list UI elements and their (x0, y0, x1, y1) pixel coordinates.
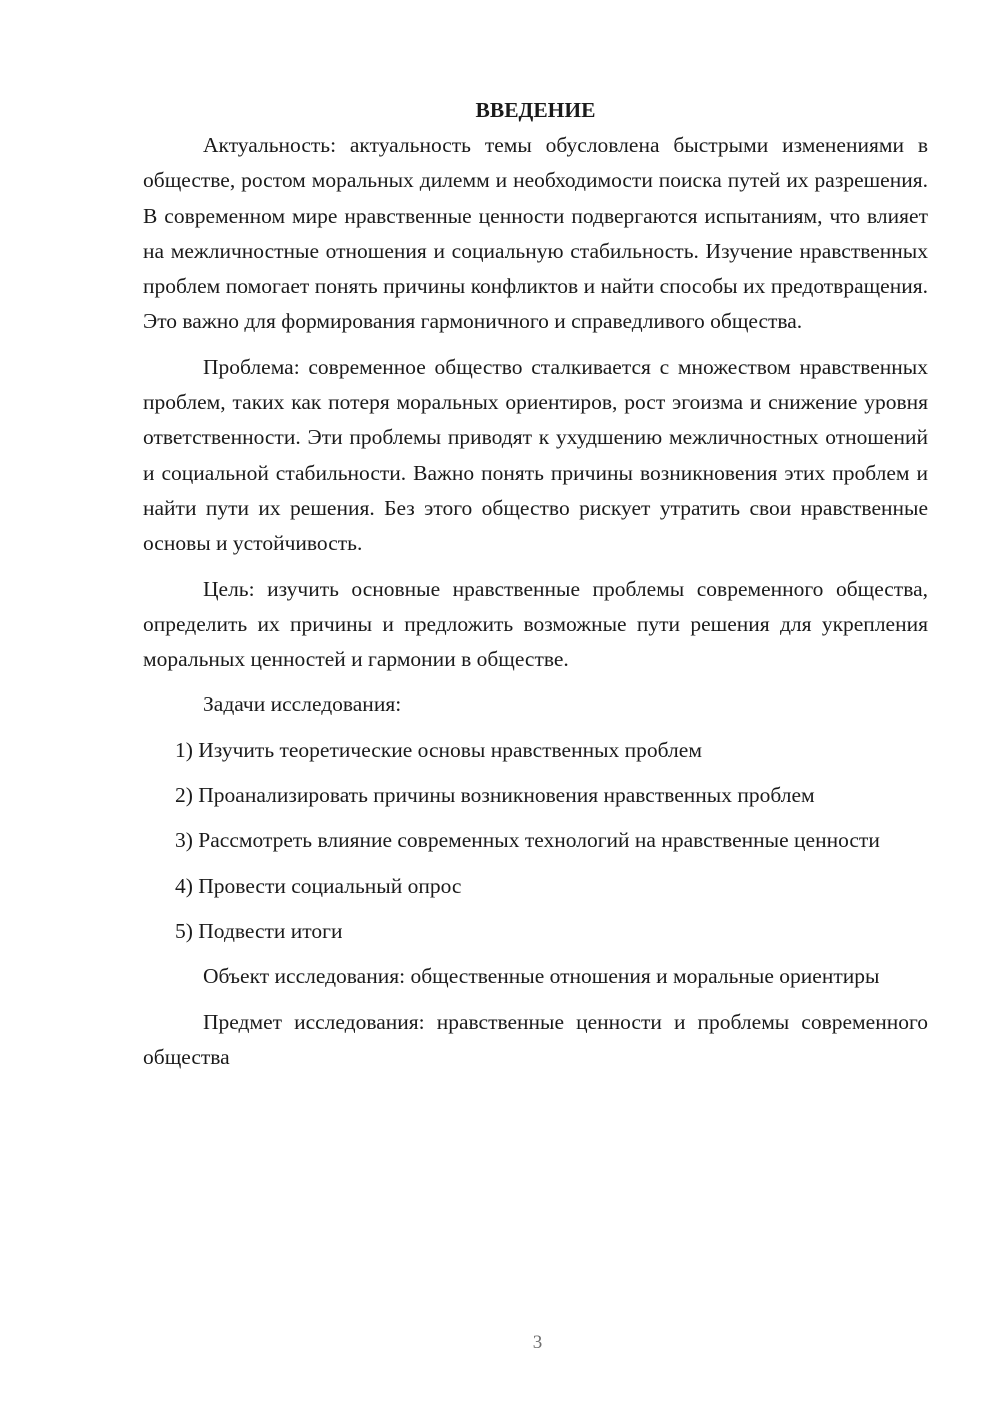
paragraph-problem: Проблема: современное общество сталкивается с множеством нравственных проблем, таких как потеря моральных ориентиров, рост эгоизма и снижение уровня ответственности. Эти проблемы приводят к ухудшению межличностных отношений и социальной стабильности. Важно понять причины возникновения этих проблем и найти пути их решения. Без этого общество рискует утратить свои нравственные основы и устойчивость. (143, 354, 928, 556)
section-heading: ВВЕДЕНИЕ (475, 98, 596, 122)
page-content (143, 93, 928, 1085)
tasks-title: Задачи исследования: (203, 692, 402, 717)
task-item: 2) Проанализировать причины возникновения нравственных проблем (175, 783, 815, 808)
task-item: 1) Изучить теоретические основы нравственных проблем (175, 737, 702, 762)
task-item: 4) Провести социальный опрос (175, 873, 462, 898)
paragraph-object: Объект исследования: общественные отношения и моральные ориентиры (203, 964, 880, 989)
task-item: 5) Подвести итоги (175, 918, 343, 943)
paragraph-relevance: Актуальность: актуальность темы обусловлена быстрыми изменениями в обществе, ростом моральных дилемм и необходимости поиска путей их разрешения. В современном мире нравственные ценности подвергаются испытаниям, что влияет на межличностные отношения и социальную стабильность. Изучение нравственных проблем помогает понять причины конфликтов и найти способы их предотвращения. Это важно для формирования гармоничного и справедливого общества. (143, 133, 928, 334)
paragraph-subject: Предмет исследования: нравственные ценности и проблемы современного общества (143, 1009, 928, 1069)
page-number: 3 (532, 1332, 543, 1353)
paragraph-goal: Цель: изучить основные нравственные проблемы современного общества, определить их причины и предложить возможные пути решения для укрепления моральных ценностей и гармонии в обществе. (143, 576, 928, 672)
task-item: 3) Рассмотреть влияние современных технологий на нравственные ценности (175, 828, 880, 853)
